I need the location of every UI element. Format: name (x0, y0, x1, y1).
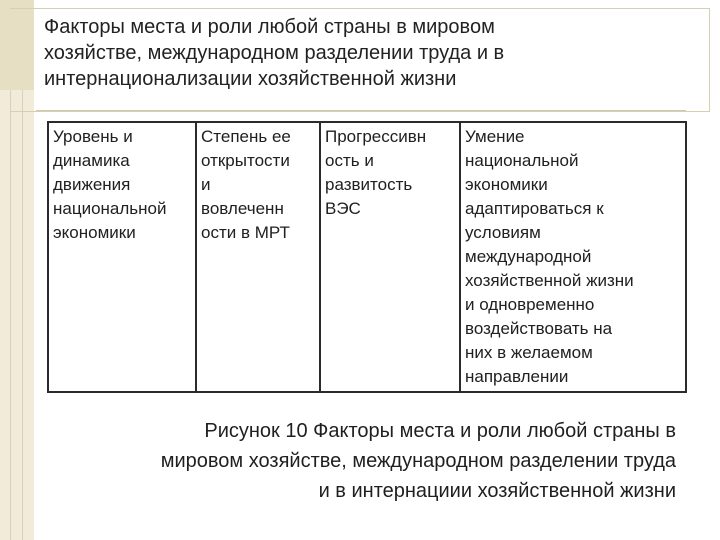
cell-line: ВЭС (325, 199, 361, 218)
table-cell-progressiveness (320, 122, 460, 392)
cell-line: Степень ее (201, 127, 291, 146)
slide-title-line: интернационализации хозяйственной жизни (44, 68, 457, 90)
caption-line: мировом хозяйстве, международном разделении труда (160, 450, 676, 472)
cell-line: экономики (465, 175, 548, 194)
slide-title-line: хозяйстве, международном разделении труда и в (44, 42, 505, 64)
cell-line: национальной (465, 151, 579, 170)
cell-line: экономики (53, 223, 136, 242)
cell-line: движения (53, 175, 131, 194)
cell-line: Уровень и (53, 127, 133, 146)
title-divider (36, 110, 686, 111)
cell-line: вовлеченн (201, 199, 284, 218)
cell-line: условиям (465, 223, 541, 242)
factors-table (47, 121, 687, 393)
cell-line: развитость (325, 175, 413, 194)
cell-line: динамика (53, 151, 130, 170)
table-row (48, 122, 686, 392)
table-cell-openness (196, 122, 320, 392)
caption-line: и в интернациии хозяйственной жизни (318, 480, 676, 502)
cell-line: адаптироваться к (465, 199, 604, 218)
cell-line: воздействовать на (465, 319, 613, 338)
caption-line: Рисунок 10 Факторы места и роли любой страны в (204, 420, 676, 442)
table-cell-economy-dynamics (48, 122, 196, 392)
cell-line: Прогрессивн (325, 127, 427, 146)
cell-line: и одновременно (465, 295, 595, 314)
cell-line: и (201, 175, 211, 194)
cell-line: международной (465, 247, 592, 266)
cell-line: направлении (465, 367, 569, 386)
cell-line: открытости (201, 151, 290, 170)
cell-line: ости в МРТ (201, 223, 290, 242)
slide-title (44, 14, 644, 92)
cell-line: национальной (53, 199, 167, 218)
cell-line: ость и (325, 151, 374, 170)
slide-title-line: Факторы места и роли любой страны в мировом (44, 16, 495, 38)
figure-caption (36, 416, 676, 506)
cell-line: хозяйственной жизни (465, 271, 634, 290)
table-cell-adaptability (460, 122, 686, 392)
cell-line: них в желаемом (465, 343, 593, 362)
cell-line: Умение (465, 127, 525, 146)
